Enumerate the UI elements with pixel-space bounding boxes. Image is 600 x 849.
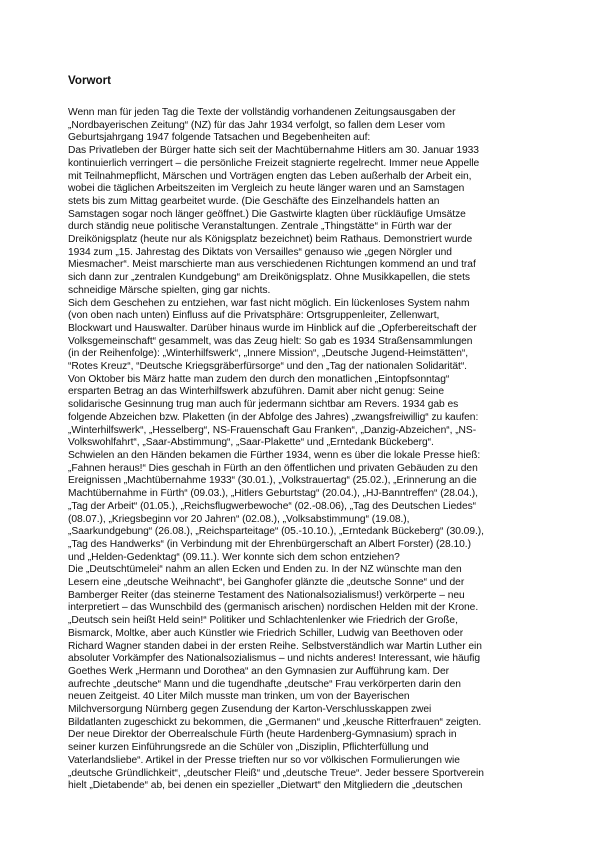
text-line: mit Teilnahmepflicht, Märschen und Vorträgen engten das Leben außerhalb der Arbeit ein, bbox=[68, 170, 472, 182]
text-line: „Winterhilfswerk“, „Hesselberg“, NS-Frauenschaft Gau Franken“, „Danzig-Abzeichen“, „NS- bbox=[68, 424, 477, 436]
text-line: Richard Wagner standen dabei in der ersten Reihe. Selbstverständlich war Martin Luther ein bbox=[68, 640, 482, 652]
text-line: Die „Deutschtümelei“ nahm an allen Ecken und Enden zu. In der NZ wünschte man den bbox=[68, 564, 462, 576]
text-line: stets bis zum Mittag gearbeitet wurde. (Die Geschäfte des Einzelhandels hatten an bbox=[68, 195, 440, 207]
text-line: Goethes Werk „Hermann und Dorothea“ an den Gymnasien zur Aufführung kam. Der bbox=[68, 665, 449, 677]
text-line: „Tag des Handwerks“ (in Verbindung mit der Ehrenbürgerschaft an Albert Forster) (28.10.) bbox=[68, 538, 471, 550]
page-title: Vorwort bbox=[68, 74, 111, 87]
text-line: Lesern eine „deutsche Weihnacht“, bei Ganghofer glänzte die „deutsche Sonne“ und der bbox=[68, 577, 465, 589]
text-line: 1934 zum „15. Jahrestag des Diktats von Versailles“ genauso wie „gegen Nörgler und bbox=[68, 246, 452, 258]
text-line: (von oben nach unten) Einfluss auf die Privatsphäre: Ortsgruppenleiter, Zellenwart, bbox=[68, 310, 440, 322]
text-line: Bildatlanten zugeschickt zu bekommen, die „Germanen“ und „keusche Ritterfrauen“ zeigten. bbox=[68, 716, 482, 728]
text-line: aufrechte „deutsche“ Mann und die tugendhafte „deutsche“ Frau verkörperten darin den bbox=[68, 678, 461, 690]
text-line: Dreikönigsplatz (heute nur als Königsplatz bezeichnet) beim Rathaus. Demonstriert wurde bbox=[68, 234, 473, 246]
text-line: Volksgemeinschaft“ gesammelt, was das Zeug hielt: So gab es 1934 Straßensammlungen bbox=[68, 335, 473, 347]
text-line: schneidige Märsche spielten, ging gar nichts. bbox=[68, 284, 271, 296]
text-line: Geburtsjahrgang 1947 folgende Tatsachen und Begebenheiten auf: bbox=[68, 132, 371, 144]
text-line: „Deutsch sein heißt Held sein!“ Politiker und Schlachtenlenker wie Friedrich der Große, bbox=[68, 615, 458, 627]
text-line: „Saarkundgebung“ (26.08.), „Reichsparteitage“ (05.-10.10.), „Erntedank Bückeberg“ (30.09.), bbox=[68, 526, 484, 538]
text-line: Schwielen an den Händen bekamen die Fürther 1934, wenn es über die lokale Presse hieß: bbox=[68, 449, 481, 461]
text-line: durch ständig neue politische Veranstaltungen. Zentrale „Thingstätte“ in Fürth war der bbox=[68, 221, 452, 233]
text-line: kontinuierlich verringert – die persönliche Freizeit stagnierte regelrecht. Immer neue Appelle bbox=[68, 157, 480, 169]
text-line: Sich dem Geschehen zu entziehen, war fast nicht möglich. Ein lückenloses System nahm bbox=[68, 297, 470, 309]
text-line: (in der Reihenfolge): „Winterhilfswerk“, „Innere Mission“, „Deutsche Jugend-Heimstätten“, bbox=[68, 348, 469, 360]
text-line: Vaterlandsliebe“. Artikel in der Presse trieften nur so vor völkischen Formulierungen wie bbox=[68, 754, 460, 766]
text-line: wobei die täglichen Arbeitszeiten im Vergleich zu heute länger waren und an Samstagen bbox=[68, 183, 465, 195]
text-line: Ereignissen „Machtübernahme 1933“ (30.01.), „Volkstrauertag“ (25.02.), „Erinnerung an die bbox=[68, 475, 477, 487]
text-line: Bismarck, Moltke, aber auch Künstler wie Friedrich Schiller, Ludwig van Beethoven oder bbox=[68, 627, 464, 639]
text-line: Volkswohlfahrt“, „Saar-Abstimmung“, „Saar-Plakette“ und „Erntedank Bückeberg“. bbox=[68, 437, 434, 449]
text-line: hielt „Dietabende“ ab, bei denen ein spezieller „Dietwart“ den Mitgliedern die „deutschen bbox=[68, 780, 463, 792]
text-line: Das Privatleben der Bürger hatte sich seit der Machtübernahme Hitlers am 30. Januar 1933 bbox=[68, 145, 479, 157]
text-line: Von Oktober bis März hatte man zudem den durch den monatlichen „Eintopfsonntag“ bbox=[68, 373, 450, 385]
text-line: „deutsche Gründlichkeit“, „deutscher Fleiß“ und „deutsche Treue“. Jeder bessere Sportverein bbox=[68, 767, 484, 779]
text-line: neuen Zeitgeist. 40 Liter Milch musste man trinken, um von der Bayerischen bbox=[68, 691, 410, 703]
text-line: Milchversorgung Nürnberg gegen Zusendung der Karton-Verschlusskappen zwei bbox=[68, 704, 432, 716]
text-line: Samstagen sogar noch länger geöffnet.) Die Gastwirte klagten über rückläufige Umsätze bbox=[68, 208, 466, 220]
text-line: „Nordbayerischen Zeitung“ (NZ) für das Jahr 1934 verfolgt, so fallen dem Leser vom bbox=[68, 119, 446, 131]
text-line: Miesmacher“. Meist marschierte man aus verschiedenen Richtungen kommend an und traf bbox=[68, 259, 476, 271]
text-line: „Fahnen heraus!“ Dies geschah in Fürth an den öffentlichen und privaten Gebäuden zu den bbox=[68, 462, 478, 474]
text-line: Machtübernahme in Fürth“ (09.03.), „Hitlers Geburtstag“ (20.04.), „HJ-Banntreffen“ (28.04.), bbox=[68, 488, 478, 500]
text-line: und „Helden-Gedenktag“ (09.11.). Wer konnte sich dem schon entziehen? bbox=[68, 551, 400, 563]
text-line: sich dann zur „zentralen Kundgebung“ am Dreikönigsplatz. Ohne Musikkapellen, die stets bbox=[68, 272, 470, 284]
text-line: seiner kurzen Einführungsrede an die Schüler von „Disziplin, Pflichterfüllung und bbox=[68, 742, 429, 754]
body-text bbox=[68, 107, 532, 793]
text-line: Blockwart und Hauswalter. Darüber hinaus wurde im Hinblick auf die „Opferbereitschaft der bbox=[68, 322, 477, 334]
text-line: solidarische Gesinnung trug man auch für jedermann sichtbar am Revers. 1934 gab es bbox=[68, 399, 459, 411]
text-line: Wenn man für jeden Tag die Texte der vollständig vorhandenen Zeitungsausgaben der bbox=[68, 107, 456, 118]
text-line: ersparten Betrag an das Winterhilfswerk abzuführen. Damit aber nicht genug: Seine bbox=[68, 386, 444, 398]
text-line: absoluter Vorkämpfer des Nationalsozialismus – und nichts anderes! Interessant, wie häufig bbox=[68, 653, 480, 665]
text-line: Der neue Direktor der Oberrealschule Fürth (heute Hardenberg-Gymnasium) sprach in bbox=[68, 729, 457, 741]
text-line: folgende Abzeichen bzw. Plaketten (in der Abfolge des Jahres) „zwangsfreiwillig“ zu kaufen: bbox=[68, 411, 479, 423]
text-line: “Rotes Kreuz“, “Deutsche Kriegsgräberfürsorge“ und den „Tag der nationalen Solidarität“. bbox=[68, 361, 467, 373]
text-line: (08.07.), „Kriegsbeginn vor 20 Jahren“ (02.08.), „Volksabstimmung“ (19.08.), bbox=[68, 513, 410, 525]
text-line: Bamberger Reiter (das steinerne Testament des Nationalsozialismus!) verkörperte – neu bbox=[68, 589, 465, 601]
text-line: „Tag der Arbeit“ (01.05.), „Reichsflugwerbewoche“ (02.-08.06), „Tag des Deutschen Liedes“ bbox=[68, 500, 477, 512]
text-line: interpretiert – das Wunschbild des (germanisch arischen) nordischen Helden mit der Krone. bbox=[68, 602, 479, 614]
